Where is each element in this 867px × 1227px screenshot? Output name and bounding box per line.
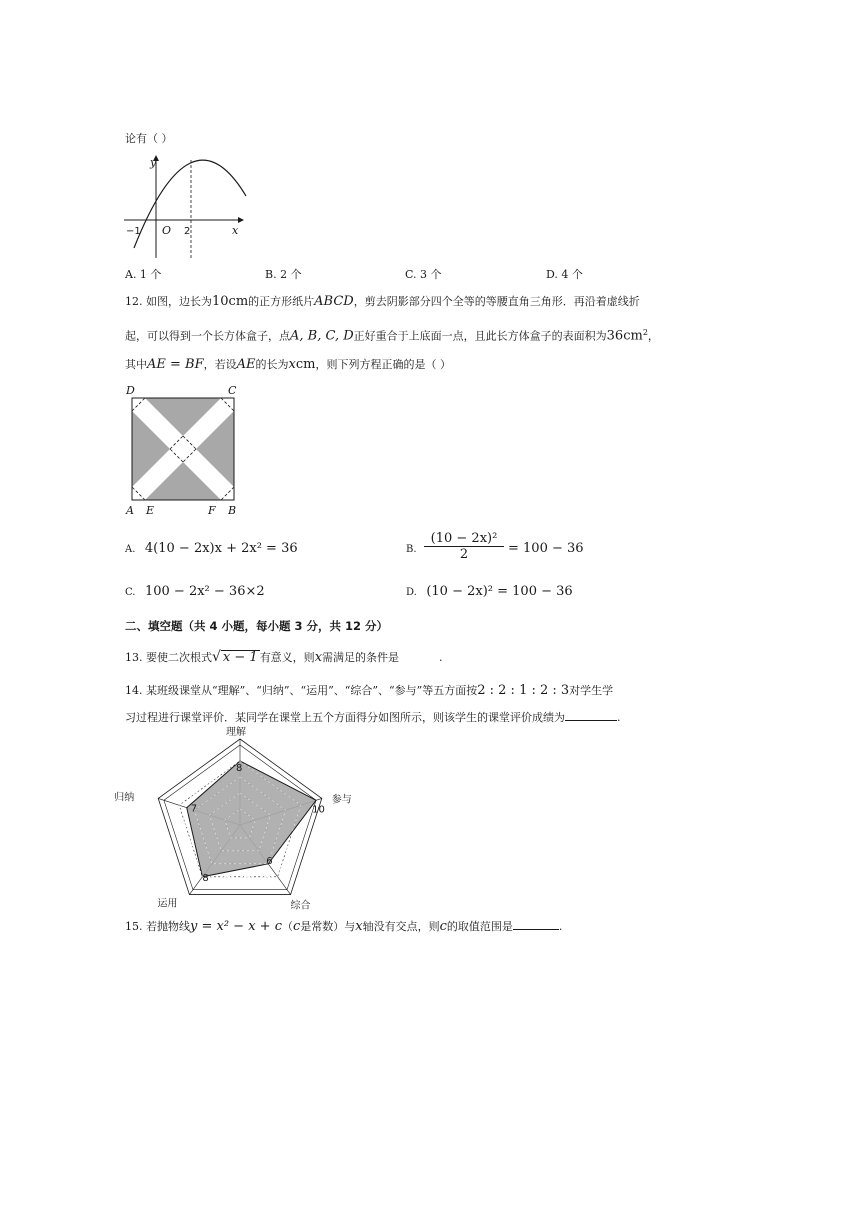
label-E: E — [146, 504, 155, 517]
label-B: B — [228, 504, 237, 517]
label-C: C — [228, 384, 237, 397]
q11-option-b: B. 2 个 — [265, 268, 302, 281]
radar-value-label-2: 10 — [312, 804, 325, 816]
label-D: D — [126, 384, 135, 397]
q12-line-2: 起，可以得到一个长方体盒子，点A, B, C, D正好重合于上底面一点，且此长方体盒子的表面积为$36cm^2$， — [125, 328, 659, 344]
q12-option-b-fraction: $\frac{\text{(10 − 2x)²}}{2}$ — [424, 531, 504, 562]
q12-square-figure — [122, 382, 252, 522]
x-axis-arrow — [238, 217, 244, 223]
q13-text: 13. 要使二次根式√ x − 1 有意义，则x需满足的条件是 . — [125, 649, 443, 665]
q12-option-a: A. 4(10 − 2x)x + 2x² = 36 — [125, 541, 298, 556]
radar-value-label-3: 6 — [266, 855, 273, 867]
label-F: F — [208, 504, 216, 517]
x-label: x — [232, 224, 239, 237]
neg-one-label: −1 — [126, 226, 141, 237]
y-label: y — [150, 156, 157, 169]
radar-value-label-1: 8 — [236, 763, 243, 774]
q12-option-b-label: B. — [406, 544, 417, 555]
q14-line-2: 习过程进行课堂评价．某同学在课堂上五个方面得分如图所示，则该学生的课堂评价成绩为 . — [125, 711, 621, 724]
radar-category-label-2: 参与 — [331, 794, 352, 806]
q11-option-a: A. 1 个 — [125, 268, 162, 281]
q14-line-1: 14. 某班级课堂从“理解”、“归纳”、“运用”、“综合”、“参与”等五方面按2 : 2 : 1 : 2 : 3对学生学 — [125, 683, 614, 698]
radar-category-label-3: 综合 — [290, 900, 311, 912]
q14-answer-blank[interactable] — [565, 720, 617, 721]
q12-option-c: C. 100 − 2x² − 36×2 — [125, 584, 265, 599]
two-label: 2 — [184, 226, 191, 237]
q11-tail-text: 论有（ ） — [125, 132, 173, 145]
radar-value-label-5: 7 — [190, 803, 198, 815]
q14-radar-chart — [114, 727, 360, 912]
q11-option-c: C. 3 个 — [405, 268, 442, 281]
q11-parabola-graph — [120, 152, 260, 262]
label-A: A — [126, 504, 134, 517]
q15-answer-blank[interactable] — [513, 929, 559, 930]
q12-line-1: 12. 如图，边长为10cm的正方形纸片ABCD，剪去阴影部分四个全等的等腰直角三角形．再沿着虚线折 — [125, 294, 640, 309]
q12-option-d: D. (10 − 2x)² = 100 − 36 — [406, 584, 573, 599]
sqrt-sign: √ — [212, 649, 221, 665]
origin-label: O — [162, 224, 172, 237]
q12-option-b-rest: = 100 − 36 — [508, 541, 584, 556]
radar-category-label-5: 归纳 — [114, 792, 135, 804]
radar-category-label-1: 理解 — [226, 727, 246, 738]
q11-option-d: D. 4 个 — [546, 268, 583, 281]
q15-text: 15. 若抛物线y = x² − x + c（c是常数）与x轴没有交点，则c的取值范围是 . — [125, 919, 563, 934]
section-2-heading: 二、填空题（共 4 小题，每小题 3 分，共 12 分） — [125, 619, 389, 633]
radar-value-label-4: 8 — [202, 872, 209, 884]
q12-line-3: 其中AE = BF，若设AE的长为xcm，则下列方程正确的是（ ） — [125, 357, 451, 372]
radar-category-label-4: 运用 — [157, 898, 178, 910]
